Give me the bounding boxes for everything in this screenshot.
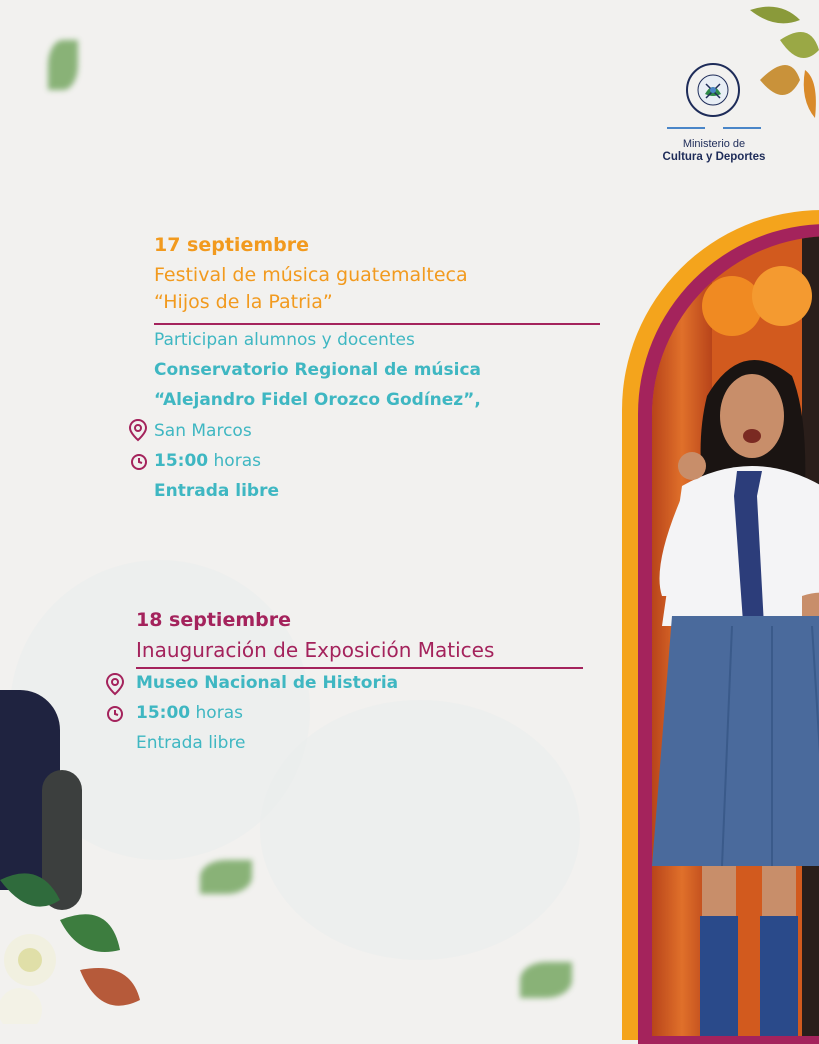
location-pin-icon	[128, 418, 148, 442]
event2-divider	[136, 667, 583, 669]
background-texture	[260, 700, 580, 960]
leaf-decoration	[48, 40, 78, 90]
event1-title: Festival de música guatemalteca	[154, 264, 468, 286]
event1-entry: Entrada libre	[154, 481, 279, 501]
event1-institution-name: “Alejandro Fidel Orozco Godínez”,	[154, 390, 481, 410]
event2-date: 18 septiembre	[136, 609, 291, 631]
leaf-decoration	[200, 860, 252, 894]
event2-title: Inauguración de Exposición Matices	[136, 638, 495, 662]
event1-divider	[154, 323, 600, 325]
location-pin-icon	[105, 672, 125, 696]
ministry-logo	[655, 58, 773, 168]
balloon	[752, 266, 812, 326]
logo-divider	[667, 127, 705, 129]
event1-participants: Participan alumnos y docentes	[154, 330, 415, 350]
logo-divider	[723, 127, 761, 129]
event2-time-unit: horas	[190, 703, 243, 723]
performer-figure	[652, 336, 819, 1036]
event1-time-value: 15:00	[154, 451, 209, 471]
event2-time	[136, 703, 243, 723]
event1-time	[154, 451, 261, 471]
event2-location: Museo Nacional de Historia	[136, 673, 399, 693]
event2-time-value: 15:00	[136, 703, 191, 723]
guatemala-seal-icon	[685, 62, 741, 118]
clock-icon	[130, 453, 148, 471]
ministry-name-line2: Cultura y Deportes	[662, 151, 766, 163]
event1-date: 17 septiembre	[154, 234, 309, 256]
event1-time-unit: horas	[208, 451, 261, 471]
event1-subtitle: “Hijos de la Patria”	[154, 291, 333, 313]
event2-entry: Entrada libre	[136, 733, 246, 753]
ministry-name-line1: Ministerio de	[682, 138, 746, 150]
flower-decoration	[0, 860, 150, 1024]
clock-icon	[106, 705, 124, 723]
event1-institution: Conservatorio Regional de música	[154, 360, 482, 380]
leaf-decoration	[520, 962, 572, 998]
performer-photo	[652, 236, 819, 1036]
event1-location: San Marcos	[154, 421, 252, 441]
